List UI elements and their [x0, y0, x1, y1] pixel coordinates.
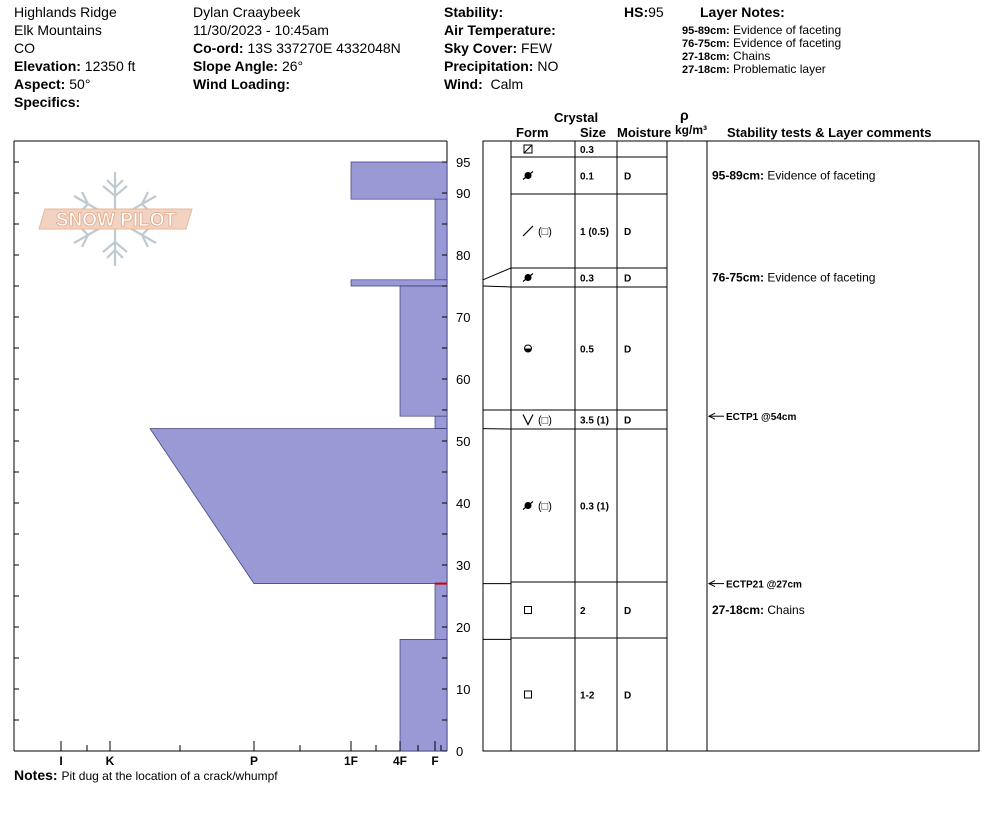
- moisture-cell: D: [624, 171, 632, 183]
- hardness-layer: [435, 416, 447, 428]
- hardness-tick-label: F: [431, 754, 439, 768]
- logo-text: SNOW PILOT: [55, 210, 177, 231]
- moisture-cell: D: [624, 690, 632, 702]
- layer-row: [511, 415, 667, 430]
- size-cell: 0.1: [580, 171, 594, 183]
- form-alt: (□): [538, 226, 552, 238]
- moisture-cell: D: [624, 227, 632, 238]
- crystal-table: [483, 141, 979, 751]
- stability-test-label: ECTP21 @27cm: [726, 579, 802, 591]
- snow-height: HS:95: [624, 4, 664, 20]
- snowpilot-logo: [39, 172, 192, 266]
- decomposing-icon: [523, 172, 533, 180]
- state: CO: [14, 40, 35, 56]
- size-header: Size: [580, 125, 607, 140]
- height-tick-label: 70: [456, 310, 471, 325]
- hardness-layer: [435, 199, 447, 280]
- decomposing-icon: [523, 502, 533, 510]
- layer-notes-title: Layer Notes:: [700, 4, 785, 20]
- slope-angle-row: Slope Angle: 26°: [193, 58, 304, 74]
- form-alt: (□): [538, 414, 552, 427]
- density-unit: kg/m³: [675, 123, 708, 137]
- size-cell: 1 (0.5): [580, 227, 609, 238]
- size-cell: 2: [580, 606, 586, 617]
- faceted-rounded-icon: [524, 145, 532, 153]
- hardness-tick-label: 1F: [343, 754, 359, 768]
- height-tick-label: 90: [456, 186, 471, 201]
- layer-note: 27-18cm: Problematic layer: [682, 62, 826, 76]
- layer-note: 27-18cm: Chains: [682, 49, 771, 63]
- height-tick-label: 10: [456, 682, 471, 697]
- size-cell: 3.5 (1): [580, 415, 609, 427]
- hardness-tick-label: P: [249, 754, 259, 768]
- size-cell: 0.3 (1): [580, 501, 609, 513]
- layer-row: [525, 691, 632, 702]
- precip-particle-icon: [523, 226, 533, 236]
- layer-row: [511, 345, 667, 411]
- form-header: Form: [516, 125, 549, 140]
- stability-label: Stability:: [444, 4, 504, 20]
- height-tick-label: 80: [456, 248, 471, 263]
- observer-name: Dylan Craaybeek: [193, 4, 301, 20]
- coordinates-row: Co-ord: 13S 337270E 4332048N: [193, 40, 401, 56]
- moisture-cell: D: [624, 344, 632, 356]
- layer-row: [511, 501, 667, 583]
- air-temperature-label: Air Temperature:: [444, 22, 556, 38]
- layer-comment: 27-18cm: Chains: [712, 603, 805, 617]
- hardness-tick-label: K: [105, 754, 115, 768]
- layer-note: 95-89cm: Evidence of faceting: [682, 23, 842, 37]
- layer-note: 76-75cm: Evidence of faceting: [682, 36, 842, 50]
- specifics-label: Specifics:: [14, 94, 81, 110]
- sky-cover-row: Sky Cover: FEW: [444, 40, 553, 56]
- hardness-layer: [351, 280, 447, 286]
- mountain-range: Elk Mountains: [14, 22, 102, 38]
- moisture-cell: D: [624, 273, 632, 285]
- connector-line: [483, 268, 511, 280]
- height-tick-label: 60: [456, 372, 471, 387]
- layer-comment: 76-75cm: Evidence of faceting: [712, 270, 876, 285]
- height-tick-label: 95: [456, 155, 471, 170]
- size-cell: 0.5: [580, 344, 594, 356]
- form-alt: (□): [538, 500, 552, 513]
- facet-icon: [525, 691, 532, 698]
- size-cell: 0.3: [580, 145, 594, 156]
- site-name: Highlands Ridge: [14, 4, 117, 20]
- moisture-cell: D: [624, 415, 632, 427]
- layer-row: [511, 145, 667, 157]
- moisture-cell: D: [624, 606, 632, 617]
- stability-test-label: ECTP1 @54cm: [726, 412, 797, 424]
- height-tick-label: 30: [456, 558, 471, 573]
- layer-row: [511, 271, 875, 288]
- wind-loading-label: Wind Loading:: [193, 76, 291, 92]
- size-cell: 0.3: [580, 273, 594, 285]
- comments-header: Stability tests & Layer comments: [727, 125, 932, 140]
- size-cell: 1-2: [580, 690, 595, 702]
- rounded-grain-icon: [525, 345, 532, 352]
- hardness-tick-label: I: [59, 754, 63, 768]
- layer-row: [511, 603, 805, 638]
- layer-comment: 95-89cm: Evidence of faceting: [712, 168, 876, 183]
- depth-hoar-icon: [523, 415, 533, 425]
- hardness-layer: [150, 429, 447, 584]
- height-tick-label: 20: [456, 620, 471, 635]
- height-tick-label: 50: [456, 434, 471, 449]
- height-tick-label: 0: [456, 744, 464, 759]
- depth-connectors: [483, 268, 511, 639]
- facet-icon: [525, 607, 532, 614]
- layer-row: [511, 169, 875, 195]
- precipitation-row: Precipitation: NO: [444, 58, 559, 74]
- height-tick-label: 40: [456, 496, 471, 511]
- hardness-layer: [351, 162, 447, 199]
- moisture-header: Moisture: [617, 125, 672, 140]
- layer-row: [511, 226, 667, 268]
- decomposing-icon: [523, 274, 533, 282]
- connector-line: [483, 286, 511, 287]
- stability-test: [709, 580, 802, 591]
- hardness-chart: [14, 141, 470, 768]
- stability-test: [709, 412, 796, 423]
- notes-row: Notes: Pit dug at the location of a crack/whumpf: [14, 767, 278, 783]
- hardness-layer: [435, 584, 447, 640]
- hardness-layer: [400, 639, 447, 751]
- hardness-layer: [400, 286, 447, 416]
- crystal-header: Crystal: [554, 110, 599, 125]
- elevation-row: Elevation: 12350 ft: [14, 58, 136, 74]
- wind-row: Wind: Calm: [444, 76, 524, 92]
- density-symbol: ρ: [680, 107, 689, 123]
- aspect-row: Aspect: 50°: [14, 76, 91, 92]
- observation-datetime: 11/30/2023 - 10:45am: [193, 22, 329, 38]
- hardness-tick-label: 4F: [392, 754, 408, 768]
